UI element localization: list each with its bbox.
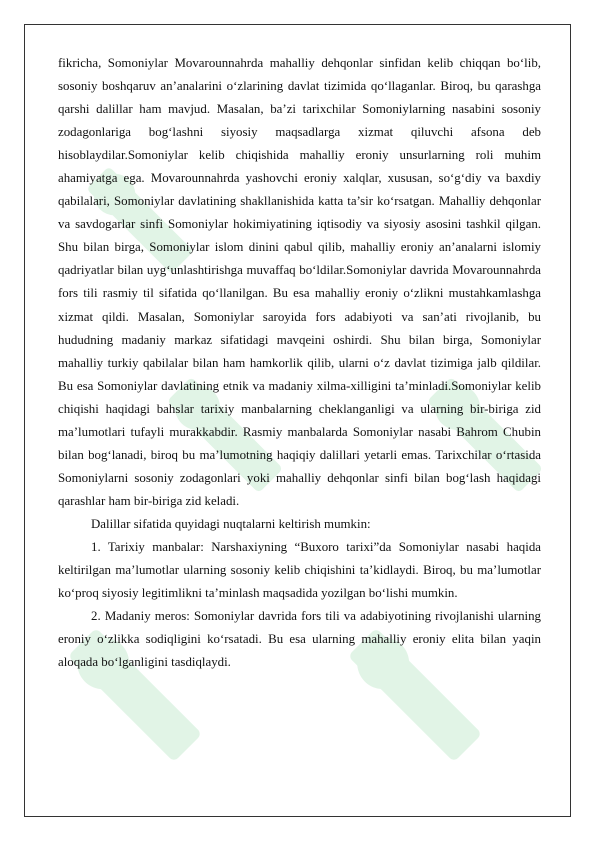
paragraph-point-2: 2. Madaniy meros: Somoniylar davrida fors tili va adabiyotining rivojlanishi ularning eroniy o‘zlikka sodiqligini ko‘rsatadi. Bu esa ularning mahalliy eroniy elita bilan yaqin aloqada bo‘lganligini tasdiqlaydi. [58, 609, 541, 670]
document-body [58, 52, 541, 674]
paragraph-main: fikricha, Somoniylar Movarounnahrda mahalliy dehqonlar sinfidan kelib chiqqan bo‘lib, sosoniy boshqaruv an’analarini o‘zlarining davlat tizimida qo‘llaganlar. Biroq, bu qarashga qarshi dalillar ham mavjud. Masalan, ba’zi tarixchilar Somoniylarning nasabini sosoniy zodagonlariga bog‘lashni siyosiy maqsadlarga xizmat qiluvchi afsona deb hisoblaydilar.Somoniylar kelib chiqishida mahalliy eroniy unsurlarning roli muhim ahamiyatga ega. Movarounnahrda yashovchi eroniy xalqlar, xususan, so‘g‘diy va baxdiy qabilalari, Somoniylar davlatining shakllanishida katta ta’sir ko‘rsatgan. Mahalliy dehqonlar va savdogarlar sinfi Somoniylar hokimiyatining iqtisodiy va siyosiy asosini tashkil qilgan. Shu bilan birga, Somoniylar islom dinini qabul qilib, mahalliy eroniy an’analarni islomiy qadriyatlar bilan uyg‘unlashtirishga muvaffaq bo‘ldilar.Somoniylar davrida Movarounnahrda fors tili rasmiy til sifatida qo‘llanilgan. Bu esa mahalliy eroniy o‘zlikni mustahkamlashga xizmat qildi. Masalan, Somoniylar saroyida fors adabiyoti va san’ati rivojlanib, bu hududning madaniy markaz sifatidagi mavqeini oshirdi. Shu bilan birga, Somoniylar mahalliy turkiy qabilalar bilan ham hamkorlik qilib, ularni o‘z davlat tizimiga jalb qildilar. Bu esa Somoniylar davlatining etnik va madaniy xilma-xilligini ta’minladi.Somoniylar kelib chiqishi haqidagi bahslar tarixiy manbalarning cheklanganligi va ularning bir-biriga zid ma’lumotlari tufayli murakkabdir. Rasmiy manbalarda Somoniylar nasabi Bahrom Chubin bilan bog‘lanadi, biroq bu ma’lumotning haqiqiy dalillari yetarli emas. Tarixchilar o‘rtasida Somoniylarni sosoniy zodagonlari yoki mahalliy dehqonlar sinfi bilan bog‘lash haqidagi qarashlar ham bir-biriga zid keladi. [58, 56, 541, 508]
paragraph-point-1: 1. Tarixiy manbalar: Narshaxiyning “Buxoro tarixi”da Somoniylar nasabi haqida keltirilgan ma’lumotlar ularning sosoniy kelib chiqishini ta’kidlaydi. Biroq, bu ma’lumotlar ko‘proq siyosiy legitimlikni ta’minlash maqsadida yozilgan bo‘lishi mumkin. [58, 539, 541, 601]
paragraph-evidence-intro: Dalillar sifatida quyidagi nuqtalarni keltirish mumkin: [91, 516, 371, 531]
